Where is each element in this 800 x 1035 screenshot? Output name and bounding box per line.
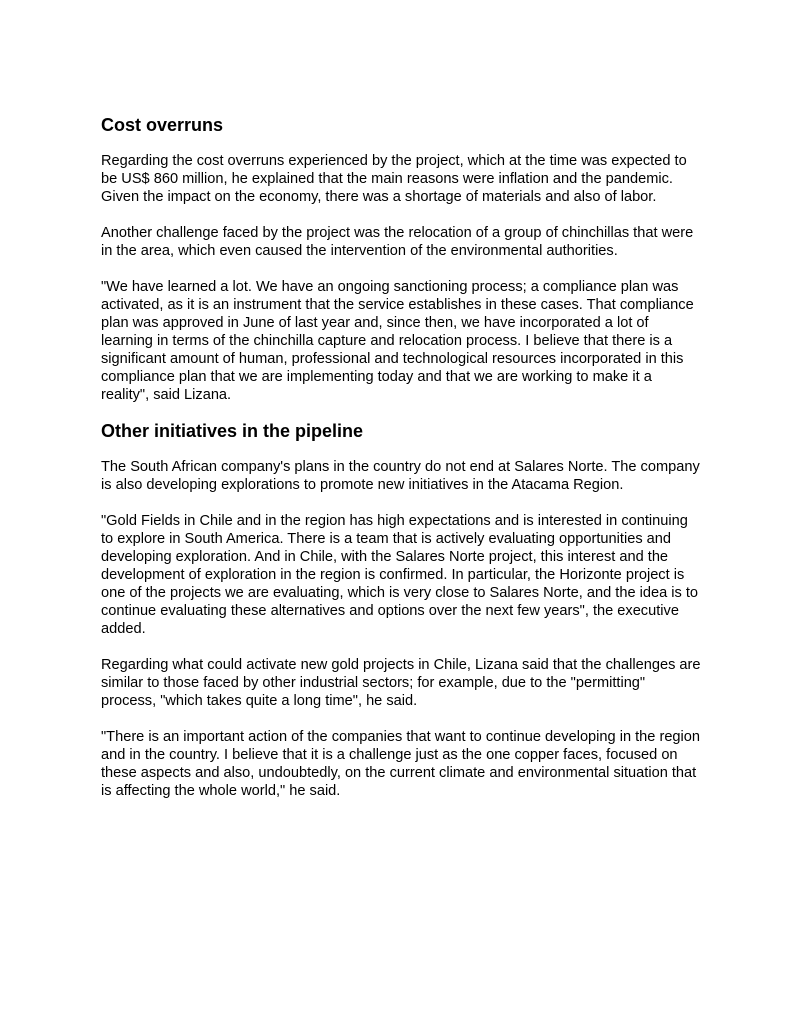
section-heading-other-initiatives: Other initiatives in the pipeline <box>101 421 364 441</box>
paragraph: Another challenge faced by the project was the relocation of a group of chinchillas that were in the area, which even caused the intervention of the environmental authorities. <box>101 225 694 259</box>
document-page <box>101 112 701 800</box>
paragraph: Regarding the cost overruns experienced by the project, which at the time was expected to be US$ 860 million, he explained that the main reasons were inflation and the pandemic. Given the impact on the economy, there was a shortage of materials and also of labor. <box>101 153 687 205</box>
paragraph: "Gold Fields in Chile and in the region has high expectations and is interested in continuing to explore in South America. There is a team that is actively evaluating opportunities and developing exploration. And in Chile, with the Salares Norte project, this interest and the development of exploration in the region is confirmed. In particular, the Horizonte project is one of the projects we are evaluating, which is very close to Salares Norte, and the idea is to continue evaluating these alternatives and options over the next few years", the executive added. <box>101 513 699 637</box>
paragraph: "There is an important action of the companies that want to continue developing in the region and in the country. I believe that it is a challenge just as the one copper faces, focused on these aspects and also, undoubtedly, on the current climate and environmental situation that is affecting the whole world," he said. <box>101 729 701 799</box>
paragraph: The South African company's plans in the country do not end at Salares Norte. The company is also developing explorations to promote new initiatives in the Atacama Region. <box>101 459 700 493</box>
section-heading-cost-overruns: Cost overruns <box>101 115 224 135</box>
paragraph: "We have learned a lot. We have an ongoing sanctioning process; a compliance plan was activated, as it is an instrument that the service establishes in these cases. That compliance plan was approved in June of last year and, since then, we have incorporated a lot of learning in terms of the chinchilla capture and relocation process. I believe that there is a significant amount of human, professional and technological resources incorporated in this compliance plan that we are implementing today and that we are working to make it a reality", said Lizana. <box>101 279 694 403</box>
paragraph: Regarding what could activate new gold projects in Chile, Lizana said that the challenges are similar to those faced by other industrial sectors; for example, due to the "permitting" process, "which takes quite a long time", he said. <box>101 657 701 709</box>
